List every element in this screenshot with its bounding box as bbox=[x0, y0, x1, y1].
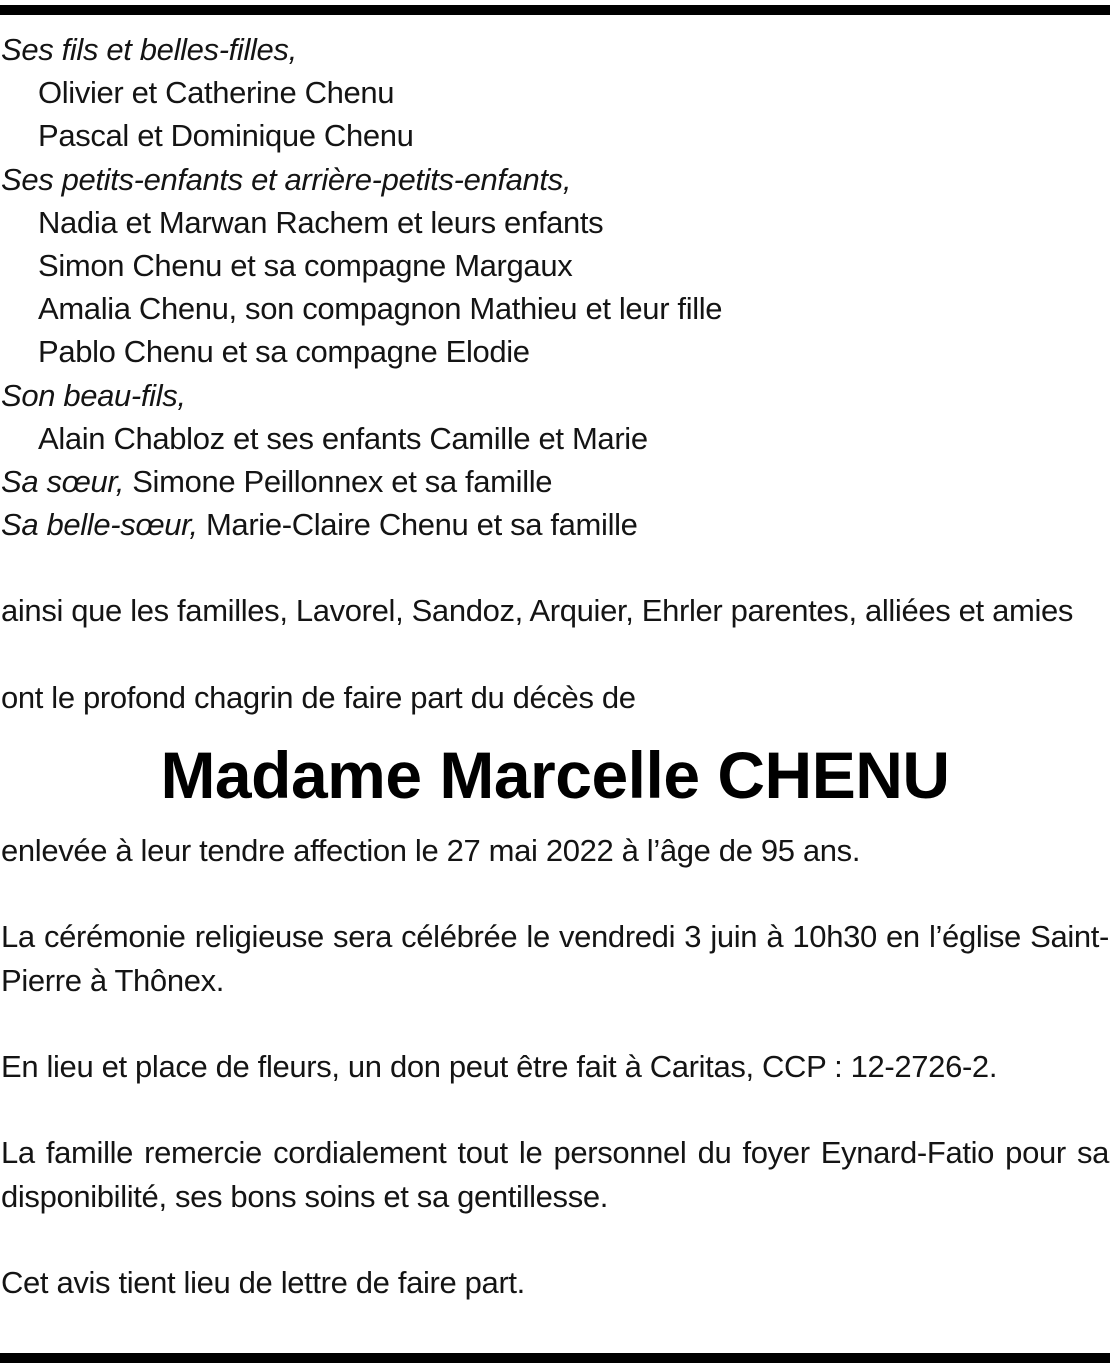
grandchild-entry: Nadia et Marwan Rachem et leurs enfants bbox=[38, 204, 604, 240]
thanks-paragraph: La famille remercie cordialement tout le personnel du foyer Eynard-Fatio pour sa disponibilité, ses bons soins et sa gentillesse. bbox=[1, 1135, 1109, 1214]
donation-line: En lieu et place de fleurs, un don peut être fait à Caritas, CCP : 12-2726-2. bbox=[1, 1048, 998, 1084]
grandchild-entry: Simon Chenu et sa compagne Margaux bbox=[38, 247, 573, 283]
sister-line bbox=[1, 460, 1109, 503]
sister-in-law-name: Marie-Claire Chenu et sa famille bbox=[197, 507, 638, 543]
bottom-border-rule bbox=[0, 1353, 1110, 1363]
closing-line: Cet avis tient lieu de lettre de faire part. bbox=[1, 1264, 525, 1300]
deceased-name: Madame Marcelle CHENU bbox=[160, 738, 950, 813]
grandchildren-heading: Ses petits-enfants et arrière-petits-enfants, bbox=[1, 161, 572, 197]
grandchild-entry: Pablo Chenu et sa compagne Elodie bbox=[38, 334, 530, 370]
families-paragraph: ainsi que les familles, Lavorel, Sandoz, Arquier, Ehrler parentes, alliées et amies bbox=[1, 593, 1074, 629]
son-entry: Olivier et Catherine Chenu bbox=[38, 75, 395, 111]
spacer bbox=[1, 546, 1109, 589]
obituary-notice bbox=[1, 28, 1109, 1304]
sister-in-law-line bbox=[1, 503, 1109, 546]
sons-heading: Ses fils et belles-filles, bbox=[1, 32, 297, 67]
spacer bbox=[1, 1088, 1109, 1131]
grandchild-entry: Amalia Chenu, son compagnon Mathieu et leur fille bbox=[38, 291, 723, 327]
top-border-rule bbox=[0, 5, 1110, 15]
ceremony-paragraph: La cérémonie religieuse sera célébrée le vendredi 3 juin à 10h30 en l’église Saint-Pierre à Thônex. bbox=[1, 919, 1109, 998]
spacer bbox=[1, 1218, 1109, 1261]
sister-name: Simone Peillonnex et sa famille bbox=[123, 463, 553, 499]
sister-in-law-label: Sa belle-sœur, bbox=[1, 507, 198, 543]
spacer bbox=[1, 633, 1109, 676]
sister-label: Sa sœur, bbox=[1, 463, 124, 499]
death-line: enlevée à leur tendre affection le 27 mai 2022 à l’âge de 95 ans. bbox=[1, 833, 861, 869]
stepson-heading: Son beau-fils, bbox=[1, 377, 186, 413]
son-entry: Pascal et Dominique Chenu bbox=[38, 118, 414, 154]
announcement-line: ont le profond chagrin de faire part du décès de bbox=[1, 679, 636, 715]
stepson-entry: Alain Chabloz et ses enfants Camille et Marie bbox=[38, 420, 648, 456]
spacer bbox=[1, 872, 1109, 915]
spacer bbox=[1, 1002, 1109, 1045]
